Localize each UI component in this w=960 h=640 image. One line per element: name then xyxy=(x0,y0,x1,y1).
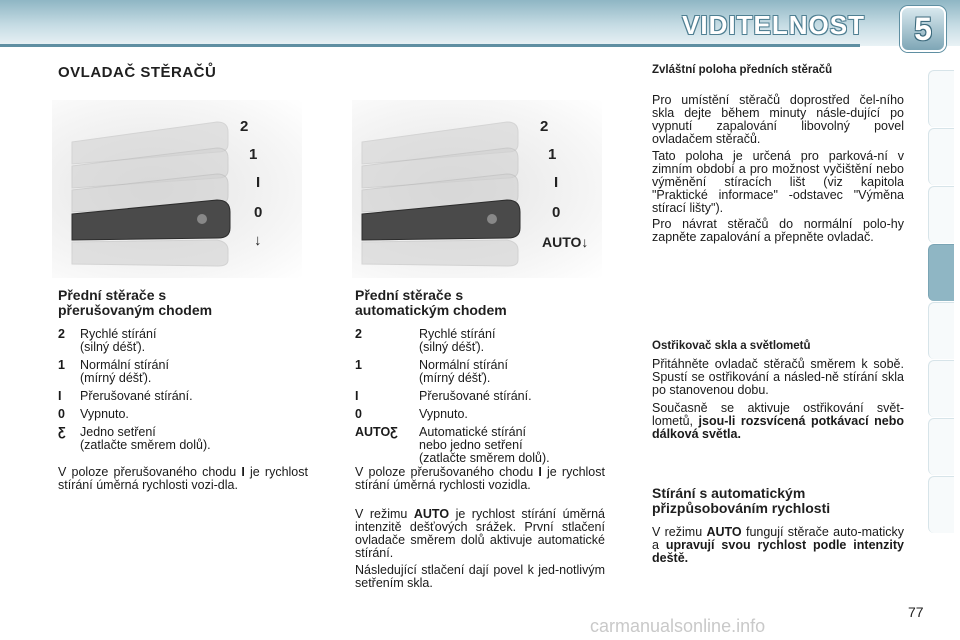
left-subtitle-line1: Přední stěrače s xyxy=(58,287,167,303)
list-key: 2 xyxy=(58,327,65,341)
middle-subtitle-line2: automatickým chodem xyxy=(355,302,507,318)
chapter-tab[interactable] xyxy=(928,128,954,185)
middle-para-2: V režimu AUTO je rychlost stírání úměrná intenzitě dešťových srážek. První stlačení ovladače směrem dolů aktivuje automatické stírání. xyxy=(355,507,605,560)
chapter-tab[interactable] xyxy=(928,418,954,475)
list-item xyxy=(58,426,308,452)
list-text: Přerušované stírání. xyxy=(80,389,193,403)
list-key: I xyxy=(58,389,62,403)
chapter-thumb-tabs xyxy=(928,70,954,575)
position-label-down: ↓ xyxy=(254,232,262,249)
list-text: Normální stírání (mírný déšť). xyxy=(419,358,508,385)
position-label-i: I xyxy=(256,174,261,191)
position-label-2: 2 xyxy=(240,118,249,135)
list-item xyxy=(58,359,308,385)
list-item xyxy=(58,328,308,354)
middle-positions-list xyxy=(355,328,605,470)
list-item xyxy=(355,359,605,385)
middle-para-1: V poloze přerušovaného chodu I je rychlost stírání úměrná rychlosti vozidla. xyxy=(355,465,605,492)
middle-para-3: Následující stlačení dají povel k jed-notlivým setřením skla. xyxy=(355,563,605,590)
special-position-para-1: Pro umístění stěračů doprostřed čel-ního skla dejte během minuty násle-dující po vypnutí zapalování libovolný povel ovladačem stěračů. xyxy=(652,93,904,146)
position-label-0: 0 xyxy=(552,204,561,221)
auto-speed-title xyxy=(652,486,830,516)
wiper-stalk-illustration xyxy=(52,100,302,278)
list-key: Ƹ xyxy=(58,425,66,439)
special-position-title: Zvláštní poloha předních stěračů xyxy=(652,64,833,76)
position-label-2: 2 xyxy=(540,118,549,135)
chapter-tab-active[interactable] xyxy=(928,244,954,301)
list-item xyxy=(58,390,308,403)
list-key: AUTOƸ xyxy=(355,425,398,439)
left-note: V poloze přerušovaného chodu I je rychlost stírání úměrná rychlosti vozi-dla. xyxy=(58,465,308,492)
auto-speed-title-line2: přizpůsobováním rychlosti xyxy=(652,500,831,516)
position-label-1: 1 xyxy=(249,146,258,163)
list-key: 2 xyxy=(355,327,362,341)
list-item xyxy=(355,390,605,403)
list-text: Jedno setření (zatlačte směrem dolů). xyxy=(80,425,211,452)
auto-speed-para: V režimu AUTO fungují stěrače auto-maticky a upravují svou rychlost podle intenzity deště. xyxy=(652,525,904,565)
position-label-auto: AUTO↓ xyxy=(542,234,589,250)
list-item xyxy=(355,426,605,465)
chapter-number-badge: 5 xyxy=(900,6,946,52)
list-item xyxy=(58,408,308,421)
position-label-i: I xyxy=(554,174,559,191)
stalk-diagram-automatic xyxy=(352,100,602,278)
middle-subtitle-line1: Přední stěrače s xyxy=(355,287,464,303)
list-item xyxy=(355,408,605,421)
list-key: 1 xyxy=(58,358,65,372)
list-text: Rychlé stírání (silný déšť). xyxy=(419,327,496,354)
auto-speed-title-line1: Stírání s automatickým xyxy=(652,485,806,501)
position-label-1: 1 xyxy=(548,146,557,163)
list-item xyxy=(355,328,605,354)
list-text: Automatické stírání nebo jedno setření (zatlačte směrem dolů). xyxy=(419,425,550,465)
list-text: Vypnuto. xyxy=(419,407,468,421)
position-label-0: 0 xyxy=(254,204,263,221)
list-text: Normální stírání (mírný déšť). xyxy=(80,358,169,385)
left-positions-list xyxy=(58,328,308,457)
list-key: I xyxy=(355,389,359,403)
list-text: Přerušované stírání. xyxy=(419,389,532,403)
list-key: 0 xyxy=(355,407,362,421)
chapter-tab[interactable] xyxy=(928,186,954,243)
washer-para-1: Přitáhněte ovladač stěračů směrem k sobě. Spustí se ostřikování a násled-ně stírání skla po stanovenou dobu. xyxy=(652,357,904,397)
header-rule xyxy=(0,44,860,47)
page-title: OVLADAČ STĚRAČŮ xyxy=(58,64,217,81)
list-key: 1 xyxy=(355,358,362,372)
list-key: 0 xyxy=(58,407,65,421)
left-subtitle xyxy=(58,288,212,318)
list-text: Rychlé stírání (silný déšť). xyxy=(80,327,157,354)
washer-para-2: Současně se aktivuje ostřikování svět-lometů, jsou-li rozsvícená potkávací nebo dálková světla. xyxy=(652,401,904,441)
page-number: 77 xyxy=(908,604,924,620)
wiper-stalk-illustration xyxy=(352,100,602,278)
chapter-tab[interactable] xyxy=(928,302,954,359)
list-text: Vypnuto. xyxy=(80,407,129,421)
watermark: carmanualsonline.info xyxy=(590,616,766,636)
chapter-title: VIDITELNOST xyxy=(682,10,865,40)
special-position-para-3: Pro návrat stěračů do normální polo-hy zapněte zapalování a přepněte ovladač. xyxy=(652,217,904,244)
chapter-tab[interactable] xyxy=(928,476,954,533)
washer-title: Ostřikovač skla a světlometů xyxy=(652,340,811,352)
chapter-tab[interactable] xyxy=(928,70,954,127)
left-subtitle-line2: přerušovaným chodem xyxy=(58,302,213,318)
middle-subtitle xyxy=(355,288,507,318)
special-position-para-2: Tato poloha je určená pro parková-ní v zimním období a pro možnost vyčištění nebo výměnění stíracích lišt (viz kapitola "Praktické informace" -odstavec "Výměna stírací lišty"). xyxy=(652,149,904,215)
stalk-diagram-intermittent xyxy=(52,100,302,278)
chapter-tab[interactable] xyxy=(928,360,954,417)
